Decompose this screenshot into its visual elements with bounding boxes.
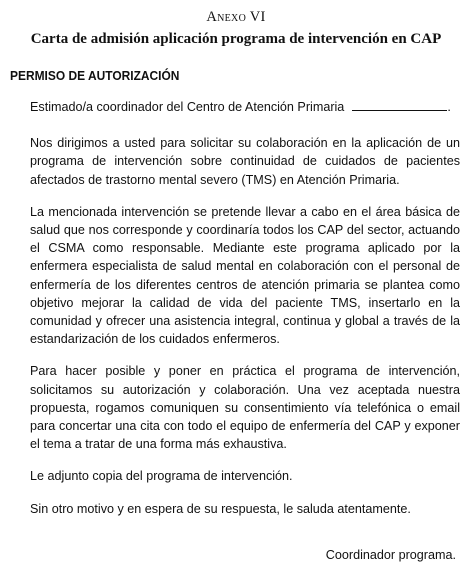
section-heading: PERMISO DE AUTORIZACIÓN: [10, 68, 180, 83]
greeting-period: .: [447, 100, 451, 114]
paragraph-farewell: Sin otro motivo y en espera de su respuesta, le saluda atentamente.: [30, 501, 411, 516]
signature-line: Coordinador programa.: [325, 548, 456, 562]
paragraph-attachment: Le adjunto copia del programa de intervención.: [30, 469, 293, 484]
letter-body: [30, 98, 460, 532]
paragraph-authorization: Para hacer posible y poner en práctica el programa de intervención, solicitamos su autorización y colaboración. Una vez aceptada nuestra propuesta, rogamos comuniquen su consentimiento vía telefónica o email para concertar una cita con todo el equipo de enfermería del CAP y exponer el tema a tratar de una forma más exhaustiva.: [30, 364, 460, 452]
paragraph-request: Nos dirigimos a usted para solicitar su colaboración en la aplicación de un programa de intervención sobre continuidad de cuidados de pacientes afectados de trastorno mental severo (TMS) en Atención Primaria.: [30, 136, 460, 187]
annex-label: Anexo VI: [206, 9, 266, 25]
greeting-text: Estimado/a coordinador del Centro de Atención Primaria: [30, 100, 345, 114]
greeting-line: [30, 98, 460, 116]
blank-field: [352, 99, 447, 111]
paragraph-intervention: La mencionada intervención se pretende llevar a cabo en el área básica de salud que nos corresponde y coordinaría todos los CAP del sector, actuando el CSMA como responsable. Mediante este programa aplicado por la enfermera especialista de salud mental en colaboración con el personal de enfermería de los diferentes centros de atención primaria se plantea como objetivo mejorar la calidad de vida del paciente TMS, insertarlo en la comunidad y ofrecer una asistencia integral, continua y global a través de la estandarización de los cuidados enfermeros.: [30, 204, 460, 347]
document-title: Carta de admisión aplicación programa de intervención en CAP: [30, 31, 442, 47]
